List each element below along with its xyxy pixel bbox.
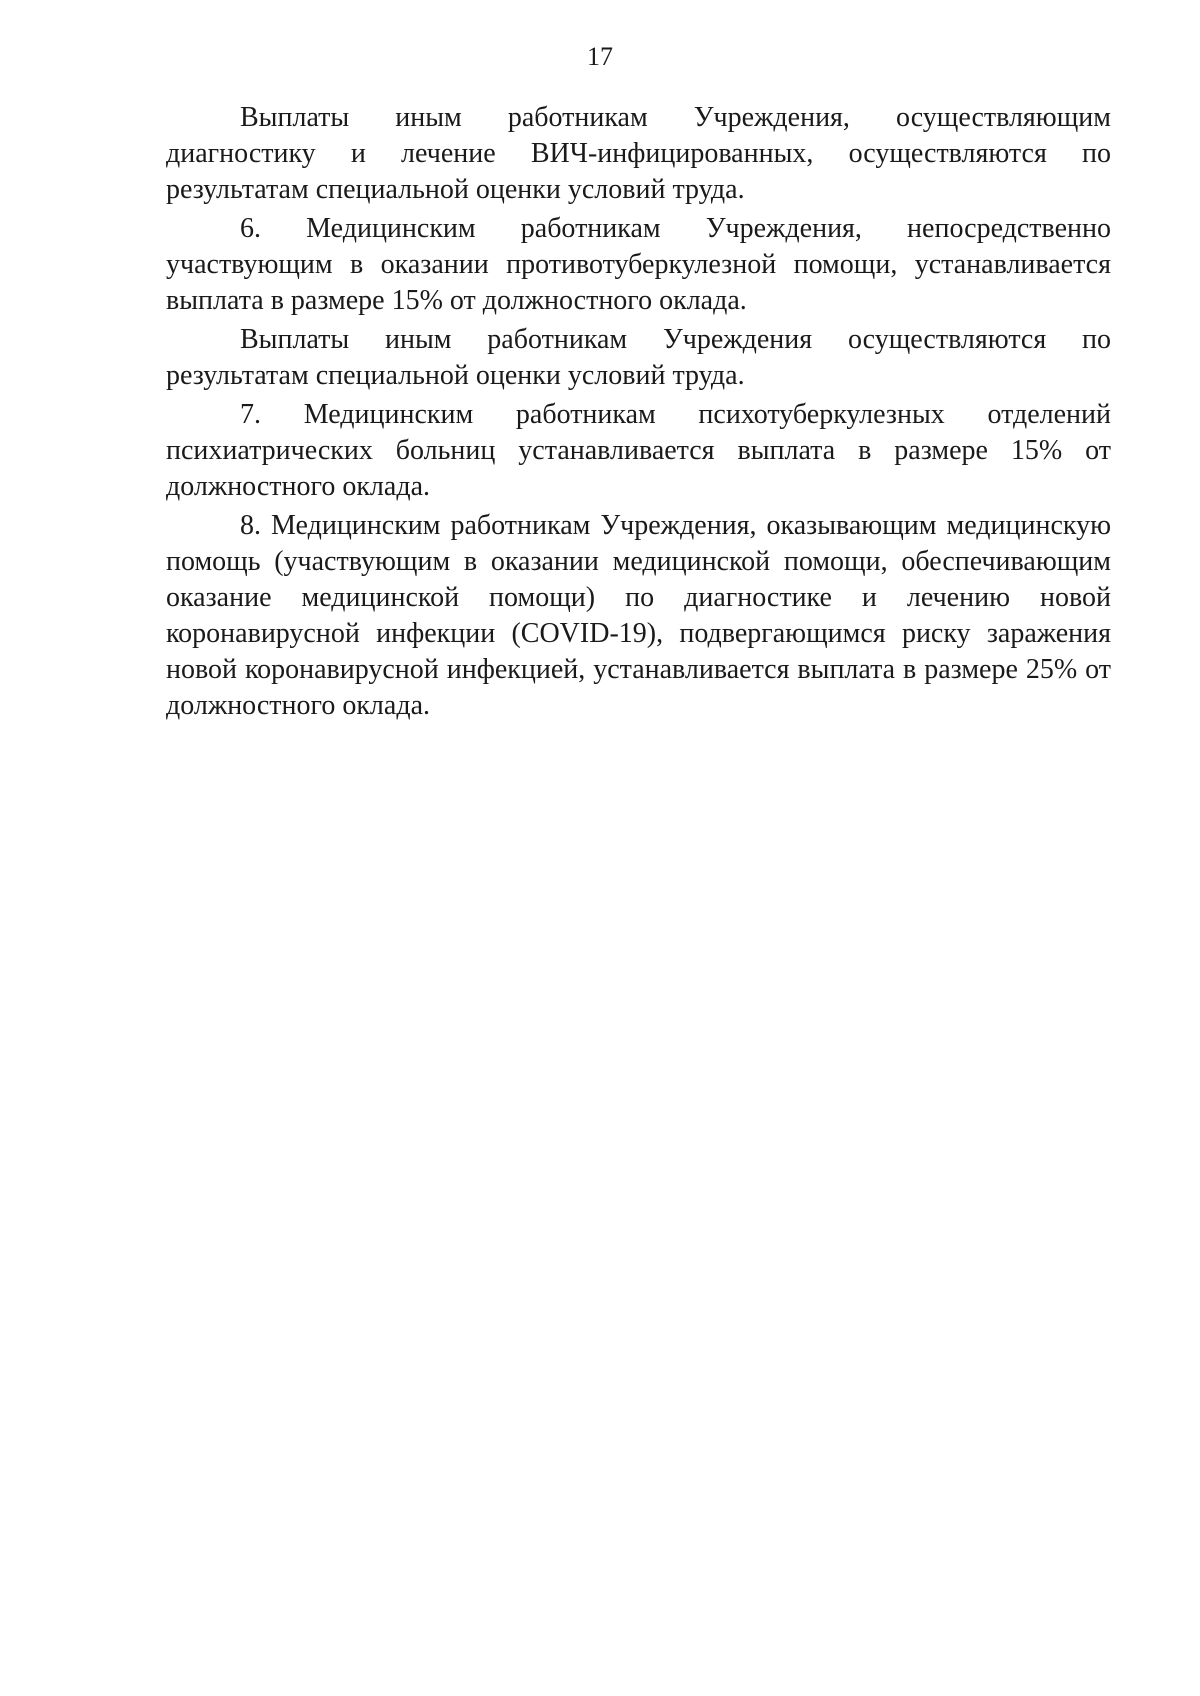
- paragraph-item-8: 8. Медицинским работникам Учреждения, оказывающим медицинскую помощь (участвующим в оказании медицинской помощи, обеспечивающим оказание медицинской помощи) по диагностике и лечению новой коронавирусной инфекции (COVID-19), подвергающимся риску заражения новой коронавирусной инфекцией, устанавливается выплата в размере 25% от должностного оклада.: [166, 510, 1111, 721]
- paragraph-item-7: 7. Медицинским работникам психотуберкулезных отделений психиатрических больниц устанавливается выплата в размере 15% от должностного оклада.: [166, 399, 1111, 502]
- page-number: 17: [587, 42, 613, 71]
- paragraph-item-6: 6. Медицинским работникам Учреждения, непосредственно участвующим в оказании противотуберкулезной помощи, устанавливается выплата в размере 15% от должностного оклада.: [166, 213, 1111, 316]
- document-body: [166, 100, 1111, 727]
- paragraph-hiv-payments: Выплаты иным работникам Учреждения, осуществляющим диагностику и лечение ВИЧ-инфицированных, осуществляются по результатам специальной оценки условий труда.: [166, 102, 1111, 205]
- paragraph-other-workers-payments: Выплаты иным работникам Учреждения осуществляются по результатам специальной оценки условий труда.: [166, 324, 1111, 391]
